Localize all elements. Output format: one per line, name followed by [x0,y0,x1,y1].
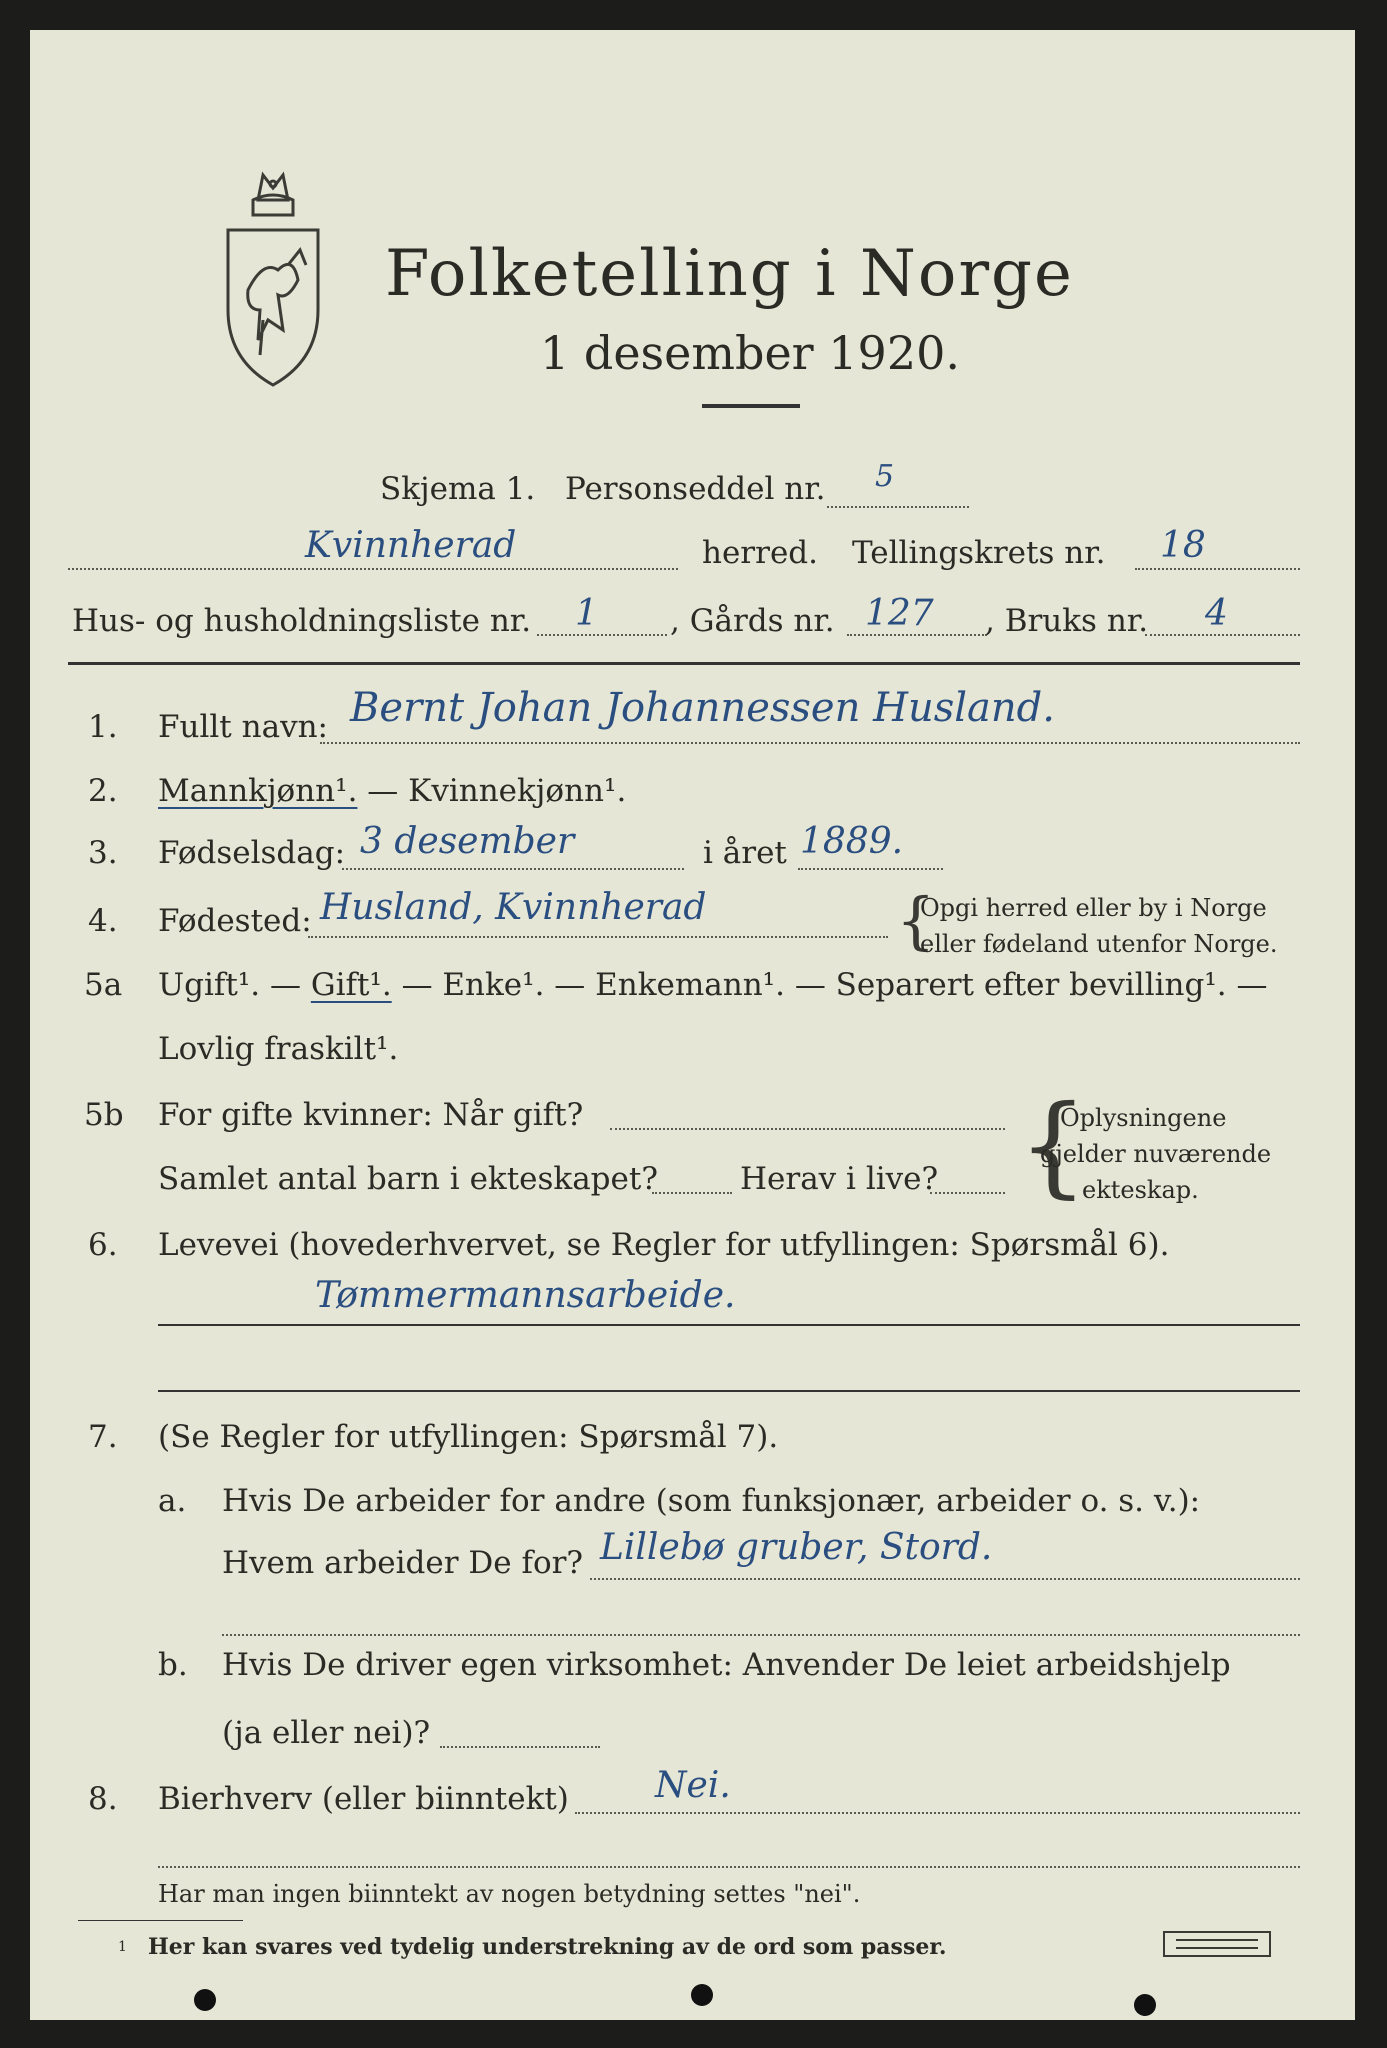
q5a-gift-option[interactable]: Gift¹. [310,967,392,1003]
q5a-separator: — [260,967,311,1003]
q5a-other-options[interactable]: — Enke¹. — Enkemann¹. — Separert efter bevilling¹. — [401,967,1268,1003]
bruks-label: , Bruks nr. [985,603,1149,639]
q7b-line [440,1746,600,1748]
q7a-letter: a. [158,1483,187,1519]
q3-year-label: i året [703,835,787,871]
q5b-brace: { [1018,1081,1088,1209]
q5b-line-1: For gifte kvinner: Når gift? [158,1097,584,1133]
q5a-number: 5a [84,967,123,1003]
q4-value[interactable]: Husland, Kvinnherad [320,887,707,928]
form-title: Folketelling i Norge [385,237,1074,311]
title-divider [702,404,800,408]
q6-number: 6. [88,1227,118,1263]
q6-line-2 [158,1390,1300,1392]
tellingskrets-value[interactable]: 18 [1160,525,1206,566]
q2-female-option[interactable]: Kvinnekjønn¹. [408,773,627,809]
q3-line [342,868,684,870]
ink-blot-icon [1130,1990,1160,2020]
q3-year-line [798,868,943,870]
q2-separator: — [357,773,409,809]
husliste-label: Hus- og husholdningsliste nr. [72,603,532,639]
q2-male-option[interactable]: Mannkjønn¹. [158,773,358,809]
q7-label: (Se Regler for utfyllingen: Spørsmål 7). [158,1419,779,1455]
q6-value[interactable]: Tømmermannsarbeide. [315,1275,736,1316]
q5b-number: 5b [84,1097,124,1133]
q7-number: 7. [88,1419,118,1455]
skjema-label: Skjema 1. [380,471,536,507]
bruks-line [1145,634,1300,636]
footer-note: Har man ingen biinntekt av nogen betydning settes "nei". [158,1880,861,1908]
q5b-children-line [652,1192,732,1194]
q7b-line-1: Hvis De driver egen virksomhet: Anvender De leiet arbeidshjelp [222,1647,1231,1683]
personseddel-value[interactable]: 5 [875,459,895,494]
q4-note-1: Opgi herred eller by i Norge [920,894,1267,922]
q4-note-2: eller fødeland utenfor Norge. [920,930,1278,958]
q7b-line-2: (ja eller nei)? [222,1715,431,1751]
header-divider [68,662,1300,665]
q7a-extra-line [222,1634,1300,1636]
ink-blot-icon [687,1980,717,2010]
q3-number: 3. [88,835,118,871]
q6-label: Levevei (hovederhvervet, se Regler for utfyllingen: Spørsmål 6). [158,1227,1170,1263]
herred-value[interactable]: Kvinnherad [305,525,517,566]
husliste-value[interactable]: 1 [575,593,598,634]
herred-line [68,568,678,570]
tellingskrets-line [1135,568,1300,570]
husliste-line [537,634,667,636]
q7b-letter: b. [158,1647,188,1683]
q3-label: Fødselsdag: [158,835,346,871]
q1-value[interactable]: Bernt Johan Johannessen Husland. [350,685,1055,731]
q3-value[interactable]: 3 desember [360,821,575,862]
q1-line [320,742,1300,744]
q1-label: Fullt navn: [158,709,328,745]
q8-line [575,1812,1300,1814]
q4-line [308,936,888,938]
q4-brace: { [896,884,936,957]
gards-line [847,634,987,636]
q8-label: Bierhverv (eller biinntekt) [158,1781,569,1817]
q5b-note-3: ekteskap. [1082,1176,1199,1204]
q7a-value[interactable]: Lillebø gruber, Stord. [600,1527,993,1568]
bruks-value[interactable]: 4 [1205,593,1228,634]
q4-label: Fødested: [158,903,312,939]
census-form-page [30,30,1355,2020]
q5a-fraskilt-option[interactable]: Lovlig fraskilt¹. [158,1031,399,1067]
q8-extra-line [158,1866,1300,1868]
q7a-line-2: Hvem arbeider De for? [222,1545,584,1581]
gards-label: , Gårds nr. [670,603,835,639]
personseddel-line [827,506,969,508]
q7a-line-1: Hvis De arbeider for andre (som funksjonær, arbeider o. s. v.): [222,1483,1201,1519]
tellingskrets-label: Tellingskrets nr. [852,535,1106,571]
q2-number: 2. [88,773,118,809]
footnote-number: 1 [118,1939,127,1955]
printer-stamp-icon [1162,1930,1272,1958]
q5a-options [158,967,1268,1003]
q8-value[interactable]: Nei. [655,1765,731,1806]
ink-blot-icon [190,1985,220,2015]
personseddel-label: Personseddel nr. [565,471,826,507]
q6-line-1 [158,1324,1300,1326]
coat-of-arms-icon [218,170,328,395]
gards-value[interactable]: 127 [865,593,934,634]
q2-options [158,773,627,809]
q5a-ugift-option[interactable]: Ugift¹. [158,967,261,1003]
footnote-divider [78,1920,243,1921]
footnote-text: Her kan svares ved tydelig understrekning av de ord som passer. [148,1934,947,1960]
q5b-married-line [610,1128,1005,1130]
q8-number: 8. [88,1781,118,1817]
q1-number: 1. [88,709,118,745]
q3-year-value[interactable]: 1889. [800,821,904,862]
q4-number: 4. [88,903,118,939]
q7a-line [590,1578,1300,1580]
form-date: 1 desember 1920. [540,326,960,380]
q5b-alive-line [930,1192,1005,1194]
q5b-children-label: Samlet antal barn i ekteskapet? [158,1161,658,1197]
q5b-alive-label: Herav i live? [740,1161,939,1197]
herred-label: herred. [702,535,818,571]
q5b-note-1: Oplysningene [1060,1104,1227,1132]
q5b-note-2: gjelder nuværende [1040,1140,1272,1168]
